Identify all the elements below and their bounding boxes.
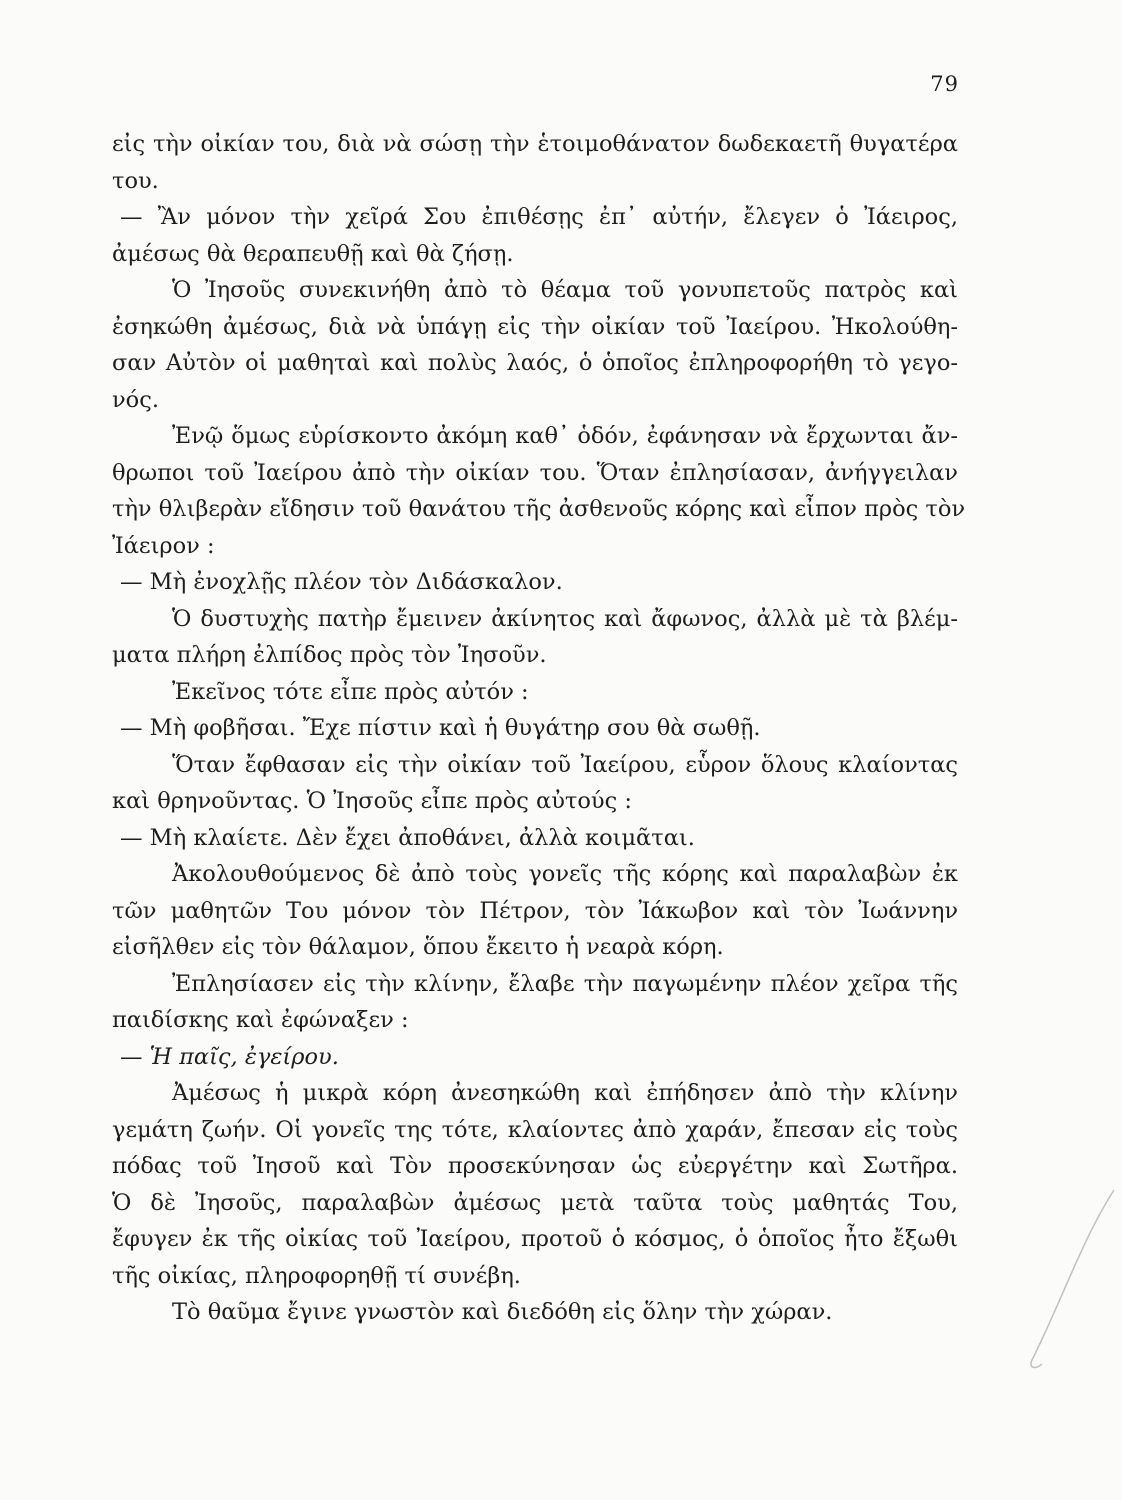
text-line: πόδας τοῦ Ἰησοῦ καὶ Τὸν προσεκύνησαν ὡς εὐεργέτην καὶ Σωτῆρα. [112, 1153, 958, 1179]
text-line: — Ἡ παῖς, ἐγείρου. [120, 1043, 339, 1070]
text-line: γεμάτη ζωήν. Οἱ γονεῖς της τότε, κλαίοντες ἀπὸ χαράν, ἔπεσαν εἰς τοὺς [112, 1116, 958, 1143]
text-line: ματα πλήρη ἐλπίδος πρὸς τὸν Ἰησοῦν. [112, 642, 547, 668]
text-line: — Μὴ φοβῆσαι. Ἔχε πίστιν καὶ ἡ θυγάτηρ σου θὰ σωθῇ. [120, 715, 761, 741]
text-line: τῶν μαθητῶν Του μόνον τὸν Πέτρον, τὸν Ἰάκωβον καὶ τὸν Ἰωάννην [112, 897, 958, 924]
text-line: νός. [112, 386, 159, 413]
text-line: Ἐνῷ ὅμως εὑρίσκοντο ἀκόμη καθ᾽ ὁδόν, ἐφάνησαν νὰ ἔρχωνται ἄν- [172, 423, 958, 449]
text-line: Ὅταν ἔφθασαν εἰς τὴν οἰκίαν τοῦ Ἰαείρου, εὗρον ὅλους κλαίοντας [172, 751, 958, 778]
text-line: Τὸ θαῦμα ἔγινε γνωστὸν καὶ διεδόθη εἰς ὅλην τὴν χώραν. [172, 1299, 833, 1325]
text-line: Ἰάειρον : [112, 532, 215, 559]
body-text [112, 126, 966, 1331]
text-line: Ὁ δυστυχὴς πατὴρ ἔμεινεν ἀκίνητος καὶ ἄφωνος, ἀλλὰ μὲ τὰ βλέμ- [172, 605, 958, 632]
text-line: παιδίσκης καὶ ἐφώναξεν : [112, 1007, 409, 1033]
text-line: τῆς οἰκίας, πληροφορηθῇ τί συνέβη. [112, 1262, 521, 1289]
text-line: Ἐπλησίασεν εἰς τὴν κλίνην, ἔλαβε τὴν παγωμένην πλέον χεῖρα τῆς [172, 970, 958, 997]
text-line: του. [112, 167, 159, 194]
text-line: ἐσηκώθη ἀμέσως, διὰ νὰ ὑπάγῃ εἰς τὴν οἰκίαν τοῦ Ἰαείρου. Ἠκολούθη- [112, 313, 958, 340]
text-line: Ἀκολουθούμενος δὲ ἀπὸ τοὺς γονεῖς τῆς κόρης καὶ παραλαβὼν ἐκ [172, 861, 958, 887]
text-line: — Μὴ κλαίετε. Δὲν ἔχει ἀποθάνει, ἀλλὰ κοιμᾶται. [120, 824, 695, 851]
text-line: καὶ θρηνοῦντας. Ὁ Ἰησοῦς εἶπε πρὸς αὐτούς : [112, 788, 632, 814]
text-line: — Ἂν μόνον τὴν χεῖρά Σου ἐπιθέσῃς ἐπ᾽ αὐτήν, ἔλεγεν ὁ Ἰάειρος, [120, 204, 958, 230]
text-line: ἔφυγεν ἐκ τῆς οἰκίας τοῦ Ἰαείρου, προτοῦ ὁ κόσμος, ὁ ὁποῖος ἦτο ἔξωθι [112, 1226, 958, 1252]
text-line: Ὁ δὲ Ἰησοῦς, παραλαβὼν ἀμέσως μετὰ ταῦτα τοὺς μαθητάς Του, [112, 1189, 958, 1216]
text-line: Ἐκεῖνος τότε εἶπε πρὸς αὐτόν : [172, 678, 529, 705]
text-line: εἰς τὴν οἰκίαν του, διὰ νὰ σώσῃ τὴν ἑτοιμοθάνατον δωδεκαετῆ θυγατέρα [112, 131, 958, 157]
text-line: Ἀμέσως ἡ μικρὰ κόρη ἀνεσηκώθη καὶ ἐπήδησεν ἀπὸ τὴν κλίνην [172, 1080, 958, 1106]
page-number: 79 [930, 72, 959, 96]
text-line: σαν Αὐτὸν οἱ μαθηταὶ καὶ πολὺς λαός, ὁ ὁποῖος ἐπληροφορήθη τὸ γεγο- [112, 350, 958, 376]
text-line: τὴν θλιβερὰν εἴδησιν τοῦ θανάτου τῆς ἀσθενοῦς κόρης καὶ εἶπον πρὸς τὸν [112, 496, 966, 522]
text-line: ἀμέσως θὰ θεραπευθῇ καὶ θὰ ζήσῃ. [112, 240, 514, 267]
text-line: θρωποι τοῦ Ἰαείρου ἀπὸ τὴν οἰκίαν του. Ὅταν ἐπλησίασαν, ἀνήγγειλαν [112, 459, 958, 486]
text-line: εἰσῆλθεν εἰς τὸν θάλαμον, ὅπου ἔκειτο ἡ νεαρὰ κόρη. [112, 934, 724, 960]
margin-pen-stroke [1002, 1180, 1122, 1380]
text-line: — Μὴ ἐνοχλῇς πλέον τὸν Διδάσκαλον. [120, 569, 563, 595]
text-line: Ὁ Ἰησοῦς συνεκινήθη ἀπὸ τὸ θέαμα τοῦ γονυπετοῦς πατρὸς καὶ [172, 277, 958, 303]
